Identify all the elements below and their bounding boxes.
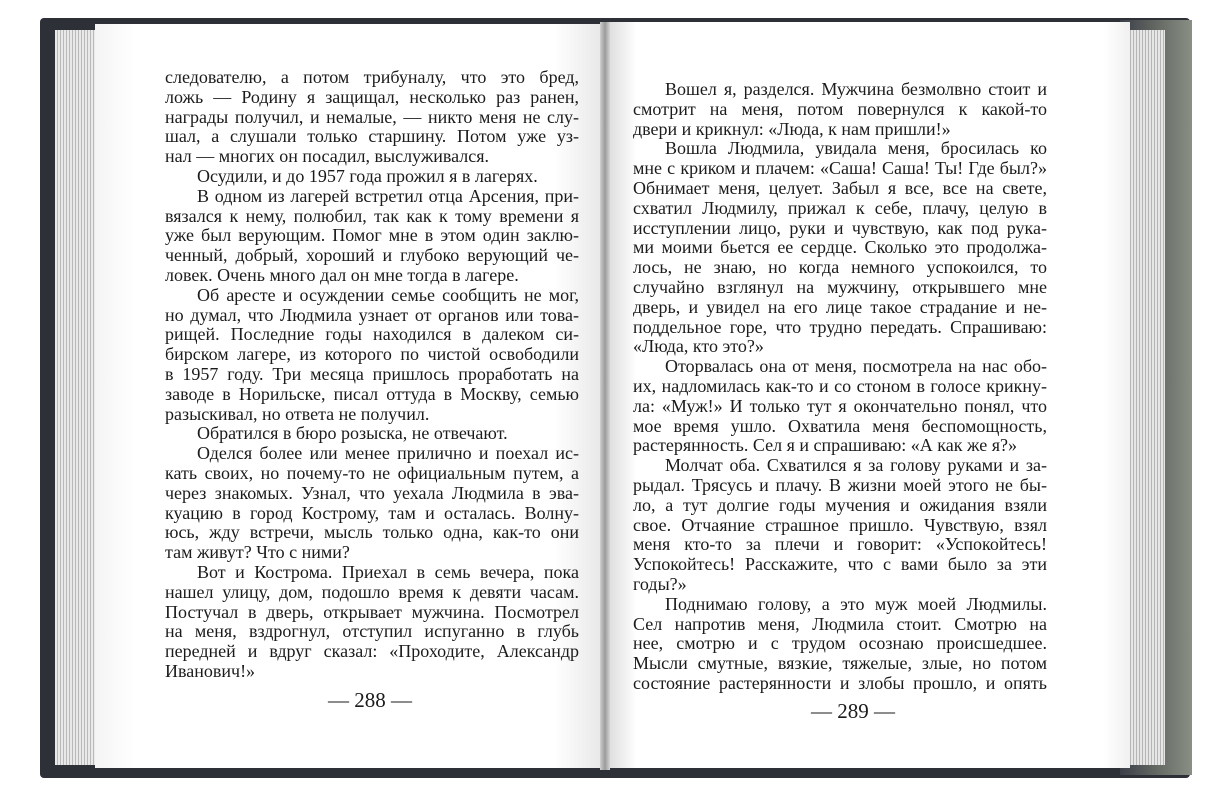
text-line: следователю, а потом трибуналу, что это бред, [165, 67, 579, 87]
text-line: на меня, вздрогнул, отступил испуганно в глубь [165, 621, 579, 642]
text-line: Об аресте и осуждении семье сообщить не мог, [197, 284, 579, 305]
text-line: ложь — Родину я защищал, несколько раз ранен, [165, 86, 579, 107]
text-line: мое время ушло. Охватила меня беспомощность, [633, 415, 1047, 436]
text-line: свое. Отчаяние страшное пришло. Чувствую, взял [633, 514, 1047, 535]
text-line: лось, не знаю, но когда немного успокоился, то [633, 257, 1047, 278]
page-number-right: — 289 — [811, 699, 895, 723]
text-line: их, надломилась как-то и со стоном в голосе крикну- [633, 375, 1047, 396]
text-line: Вошел я, разделся. Мужчина безмолвно стоит и [665, 79, 1047, 99]
page-number-left: — 288 — [328, 688, 412, 712]
text-line: Обнимает меня, целует. Забыл я все, все на свете, [633, 177, 1047, 198]
text-line: состояние растерянности и злобы прошло, и опять [633, 672, 1047, 693]
text-line: двери и крикнул: «Люда, к нам пришли!» [633, 118, 951, 139]
text-line: нашел улицу, дом, подошло время к девяти часам. [165, 581, 579, 602]
text-line: Вошла Людмила, увидала меня, бросилась ко [665, 138, 1047, 159]
text-line: смотрит на меня, потом повернулся к какой-то [633, 98, 1047, 119]
text-line: Поднимаю голову, а это муж моей Людмилы. [665, 593, 1047, 614]
text-line: передней и вдруг сказал: «Проходите, Александр [165, 641, 579, 662]
text-line: разыскивал, но ответа не получил. [165, 403, 430, 424]
text-line: Иванович!» [165, 660, 256, 681]
text-line: исступлении лицо, руки и чувствую, как под рука- [633, 217, 1047, 238]
text-line: через знакомых. Узнал, что уехала Людмила в эва- [165, 482, 579, 503]
text-line: рищей. Последние годы находился в далеком си- [165, 324, 579, 345]
left-page-text [165, 68, 579, 682]
text-line: «Люда, кто это?» [633, 336, 764, 357]
text-line: но думал, что Людмила узнает от органов или това- [165, 304, 579, 325]
text-line: Оторвалась она от меня, посмотрела на нас обо- [665, 356, 1047, 377]
text-line: Постучал в дверь, открывает мужчина. Посмотрел [165, 601, 579, 622]
text-line: нее, смотрю и с трудом осознаю происшедшее. [633, 633, 1047, 654]
text-line: схватил Людмилу, прижал к себе, плачу, целую в [633, 197, 1047, 218]
text-line: Оделся более или менее прилично и поехал ис- [197, 443, 579, 464]
text-line: юсь, жду встречи, мысль только одна, как-то они [165, 522, 579, 543]
text-line: награды получил, и немалые, — никто меня не слу- [165, 106, 579, 127]
text-line: там живут? Что с ними? [165, 542, 350, 563]
text-line: в 1957 году. Три месяца пришлось проработать на [165, 363, 579, 384]
text-line: годы?» [633, 573, 687, 594]
text-line: случайно взглянул на мужчину, открывшего мне [633, 276, 1047, 297]
right-page-text [633, 80, 1047, 694]
text-line: ченный, добрый, хороший и глубоко верующий че- [165, 245, 579, 266]
text-line: куацию в город Кострому, там и осталась. Волну- [165, 502, 579, 523]
book-gutter [600, 22, 610, 770]
text-line: ло, а тут долгие годы мучения и ожидания взяли [633, 494, 1047, 515]
text-line: заводе в Норильске, писал оттуда в Москву, семью [165, 383, 579, 404]
text-line: рыдал. Трясусь и плачу. В жизни моей этого не бы- [633, 474, 1047, 495]
text-line: мне с криком и плачем: «Саша! Саша! Ты! Где был?» [633, 158, 1047, 179]
text-line: Вот и Кострома. Приехал в семь вечера, пока [197, 561, 579, 582]
text-line: Успокойтесь! Расскажите, что с вами было за эти [633, 554, 1047, 575]
text-line: Обратился в бюро розыска, не отвечают. [197, 423, 508, 444]
page-edges-right [1125, 30, 1165, 765]
text-line: Молчат оба. Схватился я за голову руками и за- [665, 455, 1047, 476]
text-line: меня кто-то за плечи и говорит: «Успокойтесь! [633, 534, 1047, 555]
text-line: вязался к нему, полюбил, так как к тому времени я [165, 205, 579, 226]
text-line: бирском лагере, из которого по чистой освободили [165, 344, 579, 365]
text-line: шал, а слушали только старшину. Потом уже уз- [165, 126, 579, 147]
text-line: ми моими бьется ее сердце. Сколько это продолжа- [633, 237, 1047, 258]
text-line: нал — многих он посадил, выслуживался. [165, 146, 490, 167]
text-line: ла: «Муж!» И только тут я окончательно понял, что [633, 395, 1047, 416]
text-line: Мысли смутные, вязкие, тяжелые, злые, но потом [633, 653, 1047, 674]
page-edges-left [55, 30, 100, 765]
text-line: Сел напротив меня, Людмила стоит. Смотрю на [633, 613, 1047, 634]
text-line: уже был верующим. Помог мне в этом один заклю- [165, 225, 579, 246]
text-line: В одном из лагерей встретил отца Арсения, при- [197, 185, 579, 206]
text-line: поддельное горе, что трудно передать. Спрашиваю: [633, 316, 1047, 337]
text-line: Осудили, и до 1957 года прожил я в лагерях. [197, 165, 538, 186]
text-line: кать своих, но почему-то не официальным путем, а [165, 462, 579, 483]
text-line: растерянность. Сел я и спрашиваю: «А как же я?» [633, 435, 1017, 456]
text-line: ловек. Очень много дал он мне тогда в лагере. [165, 264, 519, 285]
text-line: дверь, и увидел на его лице такое страдание и не- [633, 296, 1047, 317]
